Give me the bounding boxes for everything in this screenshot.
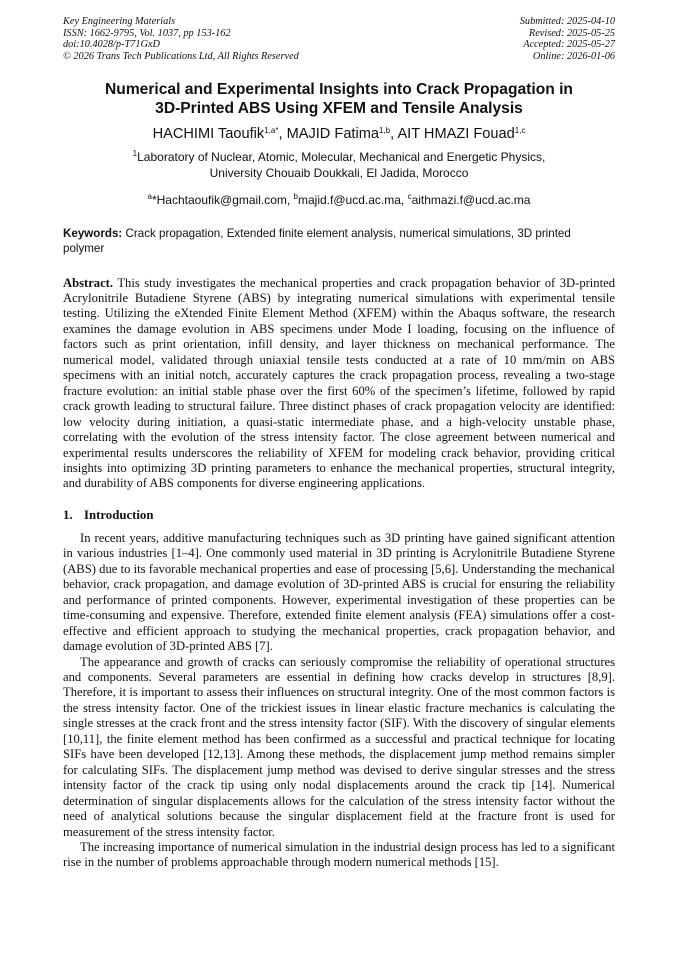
email-list bbox=[63, 193, 615, 208]
author-name: AIT HMAZI Fouad bbox=[397, 126, 515, 143]
journal-doi: doi:10.4028/p-T71GxD bbox=[63, 39, 160, 51]
keywords-label: Keywords: bbox=[63, 227, 123, 241]
affiliation bbox=[63, 150, 615, 181]
keywords-text: Crack propagation, Extended finite element analysis, numerical simulations, 3D printed polymer bbox=[63, 227, 571, 255]
paper-title bbox=[63, 80, 615, 118]
date-online: Online: 2026-01-06 bbox=[532, 50, 615, 62]
body-paragraph: In recent years, additive manufacturing techniques such as 3D printing have gained significant attention in various industries [1–4]. One commonly used material in 3D printing is Acrylonitrile Butadiene Styrene (ABS) due to its favorable mechanical properties and ease of processing [5,6]. Understanding the mechanical behavior, crack propagation, and damage evolution of 3D-printed ABS is crucial for ensuring the reliability and performance of printed components. However, experimental investigation of these properties can be time-consuming and expensive. Therefore, extended finite element analysis (FEA) simulations offer a cost-effective and efficient approach to studying the mechanical properties, crack propagation behavior, and damage evolution of 3D-printed ABS [7]. bbox=[63, 530, 615, 654]
journal-header bbox=[63, 16, 615, 62]
keywords bbox=[63, 227, 615, 256]
author-list bbox=[63, 125, 615, 143]
author-affiliation-mark: 1,b bbox=[379, 126, 391, 136]
email-link[interactable]: aithmazi.f@ucd.ac.ma bbox=[411, 193, 531, 208]
email-mark: b bbox=[293, 192, 298, 202]
email-mark: a bbox=[147, 192, 152, 202]
journal-name: Key Engineering Materials bbox=[63, 16, 176, 27]
journal-issn: ISSN: 1662-9795, Vol. 1037, pp 153-162 bbox=[63, 27, 231, 39]
date-revised: Revised: 2025-05-25 bbox=[528, 27, 615, 39]
author-separator: , bbox=[390, 126, 398, 143]
email-link[interactable]: majid.f@ucd.ac.ma bbox=[298, 193, 401, 208]
date-submitted: Submitted: 2025-04-10 bbox=[519, 16, 615, 27]
journal-info bbox=[63, 16, 299, 62]
affiliation-mark: 1 bbox=[132, 149, 138, 159]
publication-dates bbox=[520, 16, 615, 62]
body-paragraph: The appearance and growth of cracks can seriously compromise the reliability of operational structures and components. Several parameters are essential in defining how cracks develop in structures [8,9]. Therefore, it is important to assess their influences on structural integrity. One of the most common factors is the stress intensity factor. One of the trickiest issues in linear elastic fracture mechanics is calculating the single stresses at the crack front and the stress intensity factor (SIF). With the discovery of singular elements [10,11], the finite element method has been confirmed as a successful and practical technique for locating SIFs have been developed [12,13]. Among these methods, the displacement jump method remains simpler for calculating SIFs. The displacement jump method was devised to derive singular stresses and the stress intensity factor of the crack tip using only nodal displacements around the crack tip [14]. Numerical determination of singular displacements allows for the calculation of the stress intensity factor without the need of analytical solutions because the singular displacement field at the fracture front is used for measurement of the stress intensity factor. bbox=[63, 654, 615, 839]
affiliation-text: Laboratory of Nuclear, Atomic, Molecular, Mechanical and Energetic Physics, bbox=[137, 150, 546, 165]
author-separator: , bbox=[278, 126, 287, 143]
date-accepted: Accepted: 2025-05-27 bbox=[523, 39, 615, 51]
author-affiliation-mark: 1,c bbox=[514, 126, 526, 136]
author-name: HACHIMI Taoufik bbox=[152, 126, 265, 143]
title-line: 3D-Printed ABS Using XFEM and Tensile Analysis bbox=[155, 100, 523, 118]
section-title: Introduction bbox=[84, 507, 154, 522]
email-mark: c bbox=[407, 192, 412, 202]
section-number: 1. bbox=[63, 507, 73, 522]
email-separator: , bbox=[286, 193, 294, 208]
affiliation-line bbox=[63, 150, 615, 166]
email-separator: , bbox=[400, 193, 408, 208]
abstract bbox=[63, 276, 615, 492]
body-paragraph: The increasing importance of numerical simulation in the industrial design process has led to a significant rise in the number of problems approachable through modern numerical methods [15]. bbox=[63, 839, 615, 870]
email-link[interactable]: *Hachtaoufik@gmail.com bbox=[151, 193, 287, 208]
abstract-text: This study investigates the mechanical properties and crack propagation behavior of 3D-printed Acrylonitrile Butadiene Styrene (ABS) by integrating numerical simulations with experimental tensile testing. Utilizing the eXtended Finite Element Method (XFEM) within the Abaqus software, the research examines the damage evolution in ABS specimens under Mode I loading, focusing on the influence of factors such as print orientation, infill density, and layer thickness on mechanical performance. The numerical model, validated through uniaxial tensile tests conducted at a rate of 10 mm/min on ABS specimens with an initial notch, accurately captures the crack propagation process, revealing a two-stage fracture evolution: an initial stable phase over the first 60% of the specimen’s lifetime, followed by rapid crack growth leading to structural failure. Three distinct phases of crack propagation velocity are identified: low velocity during initiation, a quasi-static intermediate phase, and a high-velocity unstable phase, correlating with the evolution of the stress intensity factor. The close agreement between numerical and experimental results underscores the reliability of XFEM for modeling crack behavior, providing critical insights into optimizing 3D printing parameters to enhance the mechanical properties, structural integrity, and durability of ABS components for diverse engineering applications. bbox=[63, 275, 615, 491]
affiliation-line: University Chouaib Doukkali, El Jadida, Morocco bbox=[209, 165, 469, 180]
abstract-label: Abstract. bbox=[63, 275, 114, 290]
author-name: MAJID Fatima bbox=[286, 126, 379, 143]
journal-copyright: © 2026 Trans Tech Publications Ltd, All Rights Reserved bbox=[63, 50, 299, 62]
author-affiliation-mark: 1,a* bbox=[264, 126, 279, 136]
section-heading bbox=[63, 507, 615, 523]
title-line: Numerical and Experimental Insights into Crack Propagation in bbox=[105, 81, 573, 99]
